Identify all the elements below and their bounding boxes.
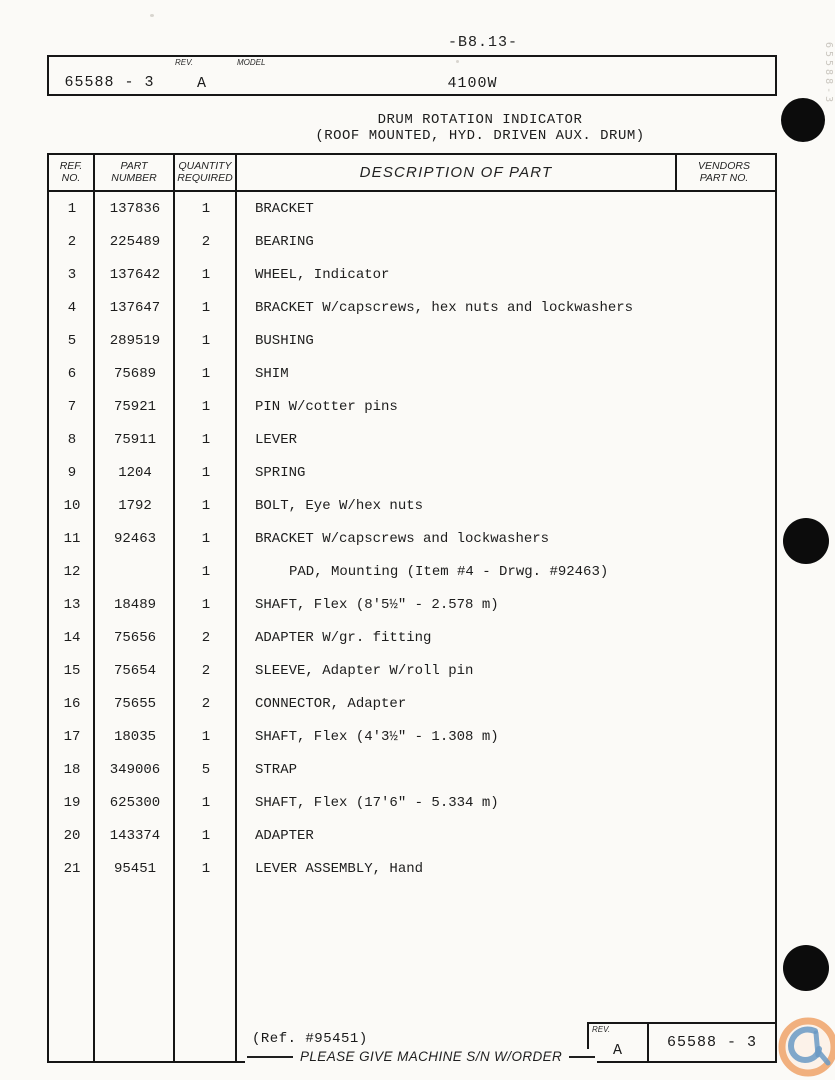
part-number-cell: 18035	[113, 728, 156, 745]
doc-number-cell: 65588 - 3	[64, 74, 155, 91]
table-row	[49, 654, 775, 687]
model-cell	[234, 57, 775, 94]
table-row	[49, 687, 775, 720]
ref-no-cell: 19	[63, 794, 81, 811]
description-cell: CONNECTOR, Adapter	[255, 695, 407, 712]
column-header-quantity: QUANTITY REQUIRED	[177, 160, 233, 184]
quantity-cell: 1	[201, 530, 211, 547]
ref-no-cell: 2	[67, 233, 77, 250]
table-row	[49, 324, 775, 357]
description-cell: SHAFT, Flex (8'5½" - 2.578 m)	[255, 596, 499, 613]
rev-label: REV.	[175, 58, 194, 67]
quantity-cell: 1	[201, 299, 211, 316]
punch-hole	[783, 945, 829, 991]
order-note-text: PLEASE GIVE MACHINE S/N W/ORDER	[300, 1049, 563, 1064]
ref-no-cell: 16	[63, 695, 81, 712]
description-cell: ADAPTER	[255, 827, 314, 844]
part-number-cell: 225489	[109, 233, 161, 250]
quantity-cell: 2	[201, 629, 211, 646]
page-subtitle: (ROOF MOUNTED, HYD. DRIVEN AUX. DRUM)	[315, 128, 645, 144]
part-number-cell: 95451	[113, 860, 156, 877]
part-number-cell: 1792	[118, 497, 152, 514]
part-number-cell: 75656	[113, 629, 156, 646]
site-logo-icon	[777, 1016, 835, 1078]
description-cell: SHIM	[255, 365, 289, 382]
description-cell: BRACKET W/capscrews, hex nuts and lockwashers	[255, 299, 634, 316]
footer-rev-box	[587, 1022, 777, 1063]
part-number-cell: 349006	[109, 761, 161, 778]
description-cell: BEARING	[255, 233, 314, 250]
column-header-vendors: VENDORS PART NO.	[698, 160, 750, 184]
column-header-ref-no: REF. NO.	[59, 160, 83, 184]
ref-no-cell: 21	[63, 860, 81, 877]
ref-no-cell: 4	[67, 299, 77, 316]
footer-rev-label: REV.	[592, 1025, 611, 1034]
part-number-cell: 75689	[113, 365, 156, 382]
scan-speck	[456, 60, 459, 63]
part-number-cell: 137647	[109, 299, 161, 316]
quantity-cell: 1	[201, 728, 211, 745]
header-title-box	[47, 55, 777, 96]
punch-hole	[783, 518, 829, 564]
description-cell: LEVER ASSEMBLY, Hand	[255, 860, 424, 877]
ref-no-cell: 18	[63, 761, 81, 778]
ref-no-cell: 3	[67, 266, 77, 283]
description-cell: BRACKET	[255, 200, 314, 217]
quantity-cell: 2	[201, 662, 211, 679]
table-row	[49, 258, 775, 291]
table-row	[49, 555, 775, 588]
quantity-cell: 1	[201, 827, 211, 844]
ref-no-cell: 11	[63, 530, 81, 547]
table-row	[49, 357, 775, 390]
part-number-cell: 625300	[109, 794, 161, 811]
table-row	[49, 852, 775, 885]
description-cell: BUSHING	[255, 332, 314, 349]
ref-no-cell: 14	[63, 629, 81, 646]
document-title	[130, 112, 830, 144]
ref-no-cell: 10	[63, 497, 81, 514]
quantity-cell: 1	[201, 464, 211, 481]
description-cell: STRAP	[255, 761, 298, 778]
part-number-cell: 75921	[113, 398, 156, 415]
quantity-cell: 1	[201, 266, 211, 283]
parts-table	[47, 153, 777, 1063]
table-body	[49, 192, 775, 885]
part-number-cell: 1204	[118, 464, 152, 481]
part-number-cell: 137836	[109, 200, 161, 217]
ref-no-cell: 8	[67, 431, 77, 448]
description-cell: WHEEL, Indicator	[255, 266, 390, 283]
part-number-cell: 75655	[113, 695, 156, 712]
table-row	[49, 291, 775, 324]
ref-no-cell: 13	[63, 596, 81, 613]
quantity-cell: 1	[201, 365, 211, 382]
description-cell: PIN W/cotter pins	[255, 398, 398, 415]
part-number-cell: 18489	[113, 596, 156, 613]
part-number-cell: 137642	[109, 266, 161, 283]
ref-no-cell: 7	[67, 398, 77, 415]
ref-no-cell: 12	[63, 563, 81, 580]
description-cell: BRACKET W/capscrews and lockwashers	[255, 530, 550, 547]
part-number-cell: 92463	[113, 530, 156, 547]
quantity-cell: 1	[201, 860, 211, 877]
description-cell: SPRING	[255, 464, 306, 481]
quantity-cell: 1	[201, 563, 211, 580]
table-row	[49, 720, 775, 753]
footer-rev-value: A	[612, 1042, 623, 1059]
ref-no-cell: 1	[67, 200, 77, 217]
ref-no-cell: 15	[63, 662, 81, 679]
description-cell: PAD, Mounting (Item #4 - Drwg. #92463)	[289, 563, 609, 580]
table-row	[49, 456, 775, 489]
part-number-cell: 75911	[113, 431, 156, 448]
part-number-cell: 75654	[113, 662, 156, 679]
table-row	[49, 423, 775, 456]
column-header-description: DESCRIPTION OF PART	[359, 163, 553, 181]
table-row	[49, 225, 775, 258]
page-reference: -B8.13-	[447, 34, 518, 51]
rev-value: A	[196, 75, 207, 92]
description-cell: LEVER	[255, 431, 298, 448]
table-row	[49, 588, 775, 621]
quantity-cell: 2	[201, 233, 211, 250]
quantity-cell: 1	[201, 497, 211, 514]
table-row	[49, 192, 775, 225]
footer-rev-cell	[589, 1024, 647, 1061]
ref-no-cell: 6	[67, 365, 77, 382]
model-label: MODEL	[237, 58, 266, 67]
ref-no-cell: 9	[67, 464, 77, 481]
handwritten-side-note: 65588-3	[823, 42, 834, 106]
quantity-cell: 1	[201, 398, 211, 415]
table-row	[49, 390, 775, 423]
footer-ref-note: (Ref. #95451)	[252, 1031, 368, 1047]
part-number-cell: 143374	[109, 827, 161, 844]
part-number-cell: 289519	[109, 332, 161, 349]
table-row	[49, 522, 775, 555]
description-cell: SHAFT, Flex (4'3½" - 1.308 m)	[255, 728, 499, 745]
table-row	[49, 786, 775, 819]
column-header-part-number: PART NUMBER	[111, 160, 157, 184]
table-row	[49, 753, 775, 786]
quantity-cell: 1	[201, 596, 211, 613]
quantity-cell: 1	[201, 200, 211, 217]
page-title: DRUM ROTATION INDICATOR	[377, 112, 583, 128]
ref-no-cell: 20	[63, 827, 81, 844]
description-cell: BOLT, Eye W/hex nuts	[255, 497, 424, 514]
model-value: 4100W	[447, 75, 498, 92]
quantity-cell: 5	[201, 761, 211, 778]
quantity-cell: 1	[201, 794, 211, 811]
scan-speck	[150, 14, 154, 17]
quantity-cell: 1	[201, 332, 211, 349]
ref-no-cell: 17	[63, 728, 81, 745]
description-cell: SHAFT, Flex (17'6" - 5.334 m)	[255, 794, 499, 811]
quantity-cell: 2	[201, 695, 211, 712]
quantity-cell: 1	[201, 431, 211, 448]
table-row	[49, 621, 775, 654]
table-row	[49, 819, 775, 852]
table-row	[49, 489, 775, 522]
ref-no-cell: 5	[67, 332, 77, 349]
order-note	[245, 1049, 597, 1064]
footer-doc-number: 65588 - 3	[666, 1034, 757, 1051]
punch-hole	[781, 98, 825, 142]
description-cell: SLEEVE, Adapter W/roll pin	[255, 662, 474, 679]
description-cell: ADAPTER W/gr. fitting	[255, 629, 432, 646]
